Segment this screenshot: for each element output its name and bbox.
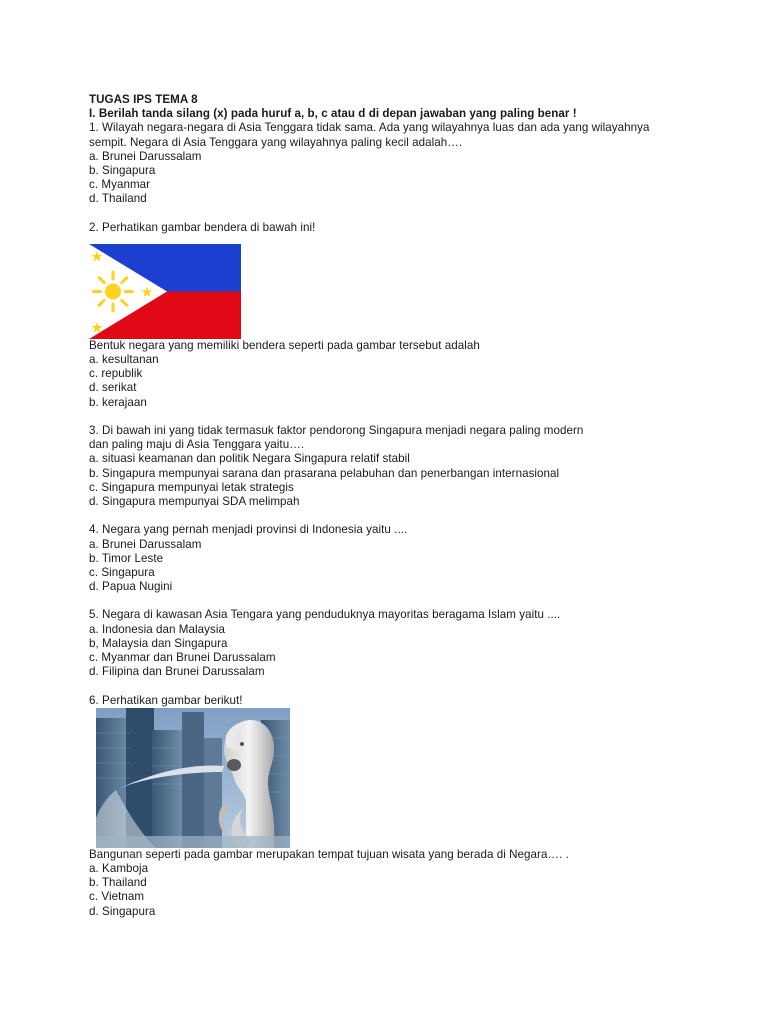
option-b: b, Malaysia dan Singapura xyxy=(89,636,228,650)
spacer xyxy=(89,207,729,221)
flag-svg xyxy=(89,244,241,339)
option-a: a. Brunei Darussalam xyxy=(89,537,202,551)
question-text: dan paling maju di Asia Tenggara yaitu…. xyxy=(89,438,305,452)
spacer xyxy=(89,509,729,523)
option-b: b. Thailand xyxy=(89,876,147,890)
option-d: d. Filipina dan Brunei Darussalam xyxy=(89,665,265,679)
question-text: Bentuk negara yang memiliki bendera seperti pada gambar tersebut adalah xyxy=(89,338,480,352)
option-a: a. kesultanan xyxy=(89,353,159,367)
question-text: 6. Perhatikan gambar berikut! xyxy=(89,693,243,707)
merlion-svg xyxy=(96,708,290,848)
option-c: c. Vietnam xyxy=(89,890,145,904)
question-text: sempit. Negara di Asia Tenggara yang wilayahnya paling kecil adalah…. xyxy=(89,135,463,149)
option-a: a. Kamboja xyxy=(89,861,149,875)
question-text: 2. Perhatikan gambar bendera di bawah ini! xyxy=(89,220,316,234)
option-d: d. Thailand xyxy=(89,192,147,206)
option-c: c. republik xyxy=(89,367,143,381)
instruction-text: I. Berilah tanda silang (x) pada huruf a, b, c atau d di depan jawaban yang paling benar ! xyxy=(89,107,577,121)
option-a: a. Brunei Darussalam xyxy=(89,149,202,163)
option-d: d. Singapura xyxy=(89,904,156,918)
option-c: c. Myanmar dan Brunei Darussalam xyxy=(89,651,276,664)
option-c: c. Singapura xyxy=(89,565,155,579)
option-c: c. Myanmar xyxy=(89,178,151,192)
question-text: 3. Di bawah ini yang tidak termasuk faktor pendorong Singapura menjadi negara paling modern xyxy=(89,424,584,437)
spacer xyxy=(89,410,729,424)
question-3 xyxy=(89,424,729,509)
spacer xyxy=(89,594,729,608)
question-2 xyxy=(89,221,729,410)
merlion-statue-image xyxy=(96,708,290,848)
question-1 xyxy=(89,121,729,206)
option-d: d. serikat xyxy=(89,381,137,395)
question-4 xyxy=(89,523,729,594)
question-text: 1. Wilayah negara-negara di Asia Tenggara tidak sama. Ada yang wilayahnya luas dan ada yang wilayahnya xyxy=(89,121,650,135)
question-text: Bangunan seperti pada gambar merupakan tempat tujuan wisata yang berada di Negara…. . xyxy=(89,847,569,861)
question-text: 5. Negara di kawasan Asia Tengara yang penduduknya mayoritas beragama Islam yaitu .... xyxy=(89,608,561,622)
option-a: a. Indonesia dan Malaysia xyxy=(89,622,225,636)
sun-icon xyxy=(94,272,133,311)
worksheet-title: TUGAS IPS TEMA 8 xyxy=(89,93,198,106)
question-5 xyxy=(89,608,729,679)
option-d: d. Papua Nugini xyxy=(89,580,173,594)
option-b: b. kerajaan xyxy=(89,395,147,409)
water-surface xyxy=(96,836,290,848)
option-b: b. Singapura xyxy=(89,163,156,177)
question-6 xyxy=(89,694,729,919)
philippines-flag-image xyxy=(89,244,241,339)
option-b: b. Timor Leste xyxy=(89,551,164,565)
worksheet xyxy=(89,93,729,919)
question-text: 4. Negara yang pernah menjadi provinsi di Indonesia yaitu .... xyxy=(89,523,408,537)
spacer xyxy=(89,679,729,693)
option-c: c. Singapura mempunyai letak strategis xyxy=(89,480,294,494)
option-d: d. Singapura mempunyai SDA melimpah xyxy=(89,494,300,508)
option-a: a. situasi keamanan dan politik Negara Singapura relatif stabil xyxy=(89,452,410,466)
option-b: b. Singapura mempunyai sarana dan prasarana pelabuhan dan penerbangan internasional xyxy=(89,466,560,480)
